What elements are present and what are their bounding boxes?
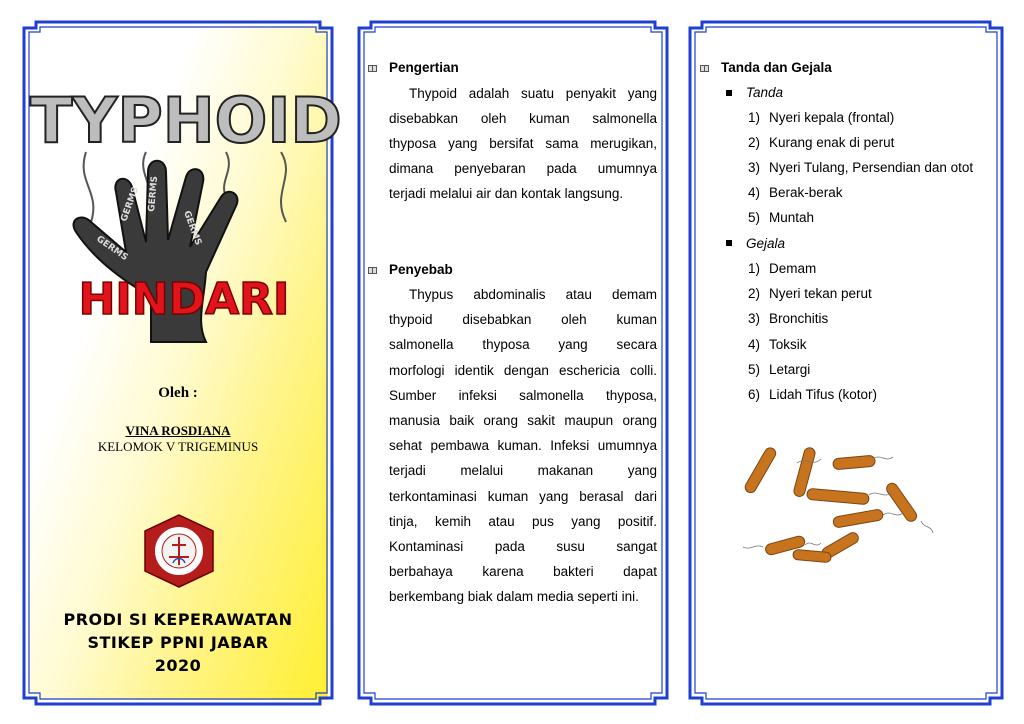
paragraph-line: Thypoid adalah suatu penyakit yang (409, 86, 657, 101)
list-number: 2) (748, 286, 761, 302)
gejala-square-bullet (726, 240, 732, 246)
svg-text:GERMS: GERMS (94, 234, 130, 264)
list-number: 4) (748, 185, 761, 200)
cover-panel (22, 20, 342, 706)
paragraph-line: Sumber infeksi salmonella thyposa, (389, 387, 657, 403)
pengertian-heading: Pengertian (389, 60, 459, 75)
art-banner-text: HINDARI (78, 274, 290, 325)
institution-logo (139, 513, 219, 589)
list-number: 2) (748, 135, 761, 150)
penyebab-heading: Penyebab (389, 262, 453, 277)
list-number: 3) (748, 160, 761, 175)
paragraph-line: salmonella thyposa yang secara (389, 337, 657, 353)
svg-text:GERMS: GERMS (181, 209, 203, 247)
list-number: 4) (748, 336, 761, 352)
institution-line-2: STIKEP PPNI JABAR (87, 633, 269, 652)
list-number: 5) (748, 210, 761, 225)
list-item: Lidah Tifus (kotor) (769, 387, 878, 402)
institution-year: 2020 (154, 656, 202, 675)
svg-text:GERMS: GERMS (119, 185, 142, 224)
list-number: 1) (748, 110, 761, 125)
list-item: Nyeri Tulang, Persendian dan otot (769, 160, 974, 175)
list-item: Demam (769, 261, 817, 276)
list-item: Toksik (769, 336, 807, 352)
svg-text:GERMS: GERMS (147, 175, 161, 213)
paragraph-line: disebabkan oleh kuman salmonella (389, 111, 657, 126)
list-number: 3) (748, 311, 761, 327)
by-label: Oleh : (158, 385, 198, 401)
list-item: Letargi (769, 361, 811, 377)
paragraph-line: berkembang biak dalam media seperti ini. (389, 589, 639, 605)
paragraph-line: thypoid disebabkan oleh kuman (389, 312, 657, 328)
book-bullet-icon (368, 266, 377, 275)
paragraph-line: berbahaya karena bakteri dapat (389, 564, 657, 580)
bacteria-illustration (735, 445, 935, 575)
list-number: 6) (748, 387, 761, 402)
symptoms-panel (688, 20, 1004, 706)
gejala-label: Gejala (746, 236, 786, 251)
list-item: Muntah (769, 210, 815, 225)
typhoid-hand-illustration (30, 72, 342, 352)
paragraph-line: terkontaminasi kuman yang berasal dari (389, 488, 657, 504)
paragraph-line: sehat pembawa kuman. Infeksi umumnya (389, 438, 657, 454)
list-item: Berak-berak (769, 185, 843, 200)
list-item: Nyeri kepala (frontal) (769, 110, 895, 125)
paragraph-line: morfologi identik dengan eschericia colli. (389, 362, 657, 378)
paragraph-line: thyposa yang bersifat sama merugikan, (389, 136, 657, 151)
tanda-gejala-heading: Tanda dan Gejala (721, 60, 832, 75)
list-number: 5) (748, 361, 761, 377)
paragraph-line: Thypus abdominalis atau demam (409, 287, 657, 302)
paragraph-line: manusia baik orang sakit maupun orang (389, 413, 657, 428)
book-bullet-icon (700, 64, 709, 73)
definition-panel (357, 20, 669, 706)
list-item: Kurang enak di perut (769, 135, 895, 150)
group-name: KELOMOK V TRIGEMINUS (97, 439, 259, 454)
art-title-text: TYPHOID (30, 84, 342, 157)
paragraph-line: dimana penyebaran pada umumnya (389, 161, 657, 176)
book-bullet-icon (368, 64, 377, 73)
list-item: Bronchitis (769, 311, 829, 327)
list-number: 1) (748, 261, 761, 276)
paragraph-line: Kontaminasi pada susu sangat (389, 539, 657, 554)
institution-line-1: PRODI SI KEPERAWATAN (63, 610, 293, 629)
paragraph-line: terjadi melalui makanan yang (389, 463, 657, 479)
author-name: VINA ROSDIANA (125, 423, 231, 438)
list-item: Nyeri tekan perut (769, 286, 872, 302)
paragraph-line: tinja, kemih atau pus yang positif. (389, 513, 657, 529)
paragraph-line: terjadi melalui air dan kontak langsung. (389, 186, 624, 201)
tanda-label: Tanda (746, 85, 784, 100)
tanda-square-bullet (726, 90, 732, 96)
